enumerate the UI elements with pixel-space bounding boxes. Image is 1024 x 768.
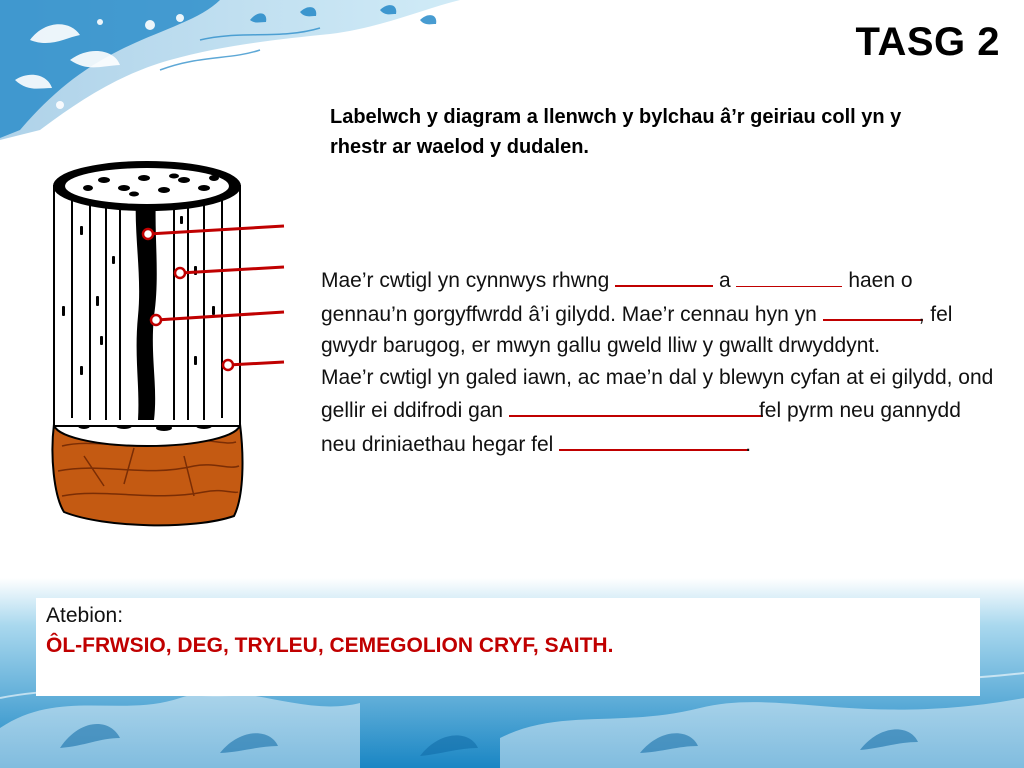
blank-2[interactable] — [736, 264, 842, 287]
answers-label: Atebion: — [46, 604, 124, 627]
label-marker-3 — [151, 315, 161, 325]
para1-part4: , fel gwydr barugog, er mwyn gallu gweld lliw y gwallt drwyddynt. — [321, 302, 953, 357]
instructions-text: Labelwch y diagram a llenwch y bylchau â’r geiriau coll yn y rhestr ar waelod y dudalen. — [330, 106, 902, 158]
para2-part3: . — [745, 432, 752, 456]
label-marker-2 — [175, 268, 185, 278]
para2-part1: Mae’r cwtigl yn galed iawn, ac mae’n dal y blewyn cyfan at ei gilydd, ond gellir ei ddifrodi gan — [321, 365, 994, 422]
para1-part2: a — [718, 269, 731, 292]
answers-box — [36, 598, 980, 696]
label-marker-1 — [143, 229, 153, 239]
label-marker-4 — [223, 360, 233, 370]
blank-4[interactable] — [509, 393, 763, 417]
hair-shaft-diagram — [44, 156, 294, 532]
answers-list: ÔL-FRWSIO, DEG, TRYLEU, CEMEGOLION CRYF, SAITH. — [46, 634, 614, 657]
blank-1[interactable] — [615, 263, 713, 287]
blank-5[interactable] — [559, 427, 749, 451]
para2-part2: fel pyrm neu gannydd neu driniaethau hegar fel — [321, 399, 961, 456]
fill-in-text — [321, 263, 1001, 460]
para1-part1: Mae’r cwtigl yn cynnwys rhwng — [321, 269, 610, 292]
blank-3[interactable] — [823, 297, 923, 321]
para1-part3: haen o gennau’n gorgyffwrdd â’i gilydd. Mae’r cennau hyn yn — [321, 269, 913, 326]
slide-title: TASG 2 — [855, 20, 1000, 64]
